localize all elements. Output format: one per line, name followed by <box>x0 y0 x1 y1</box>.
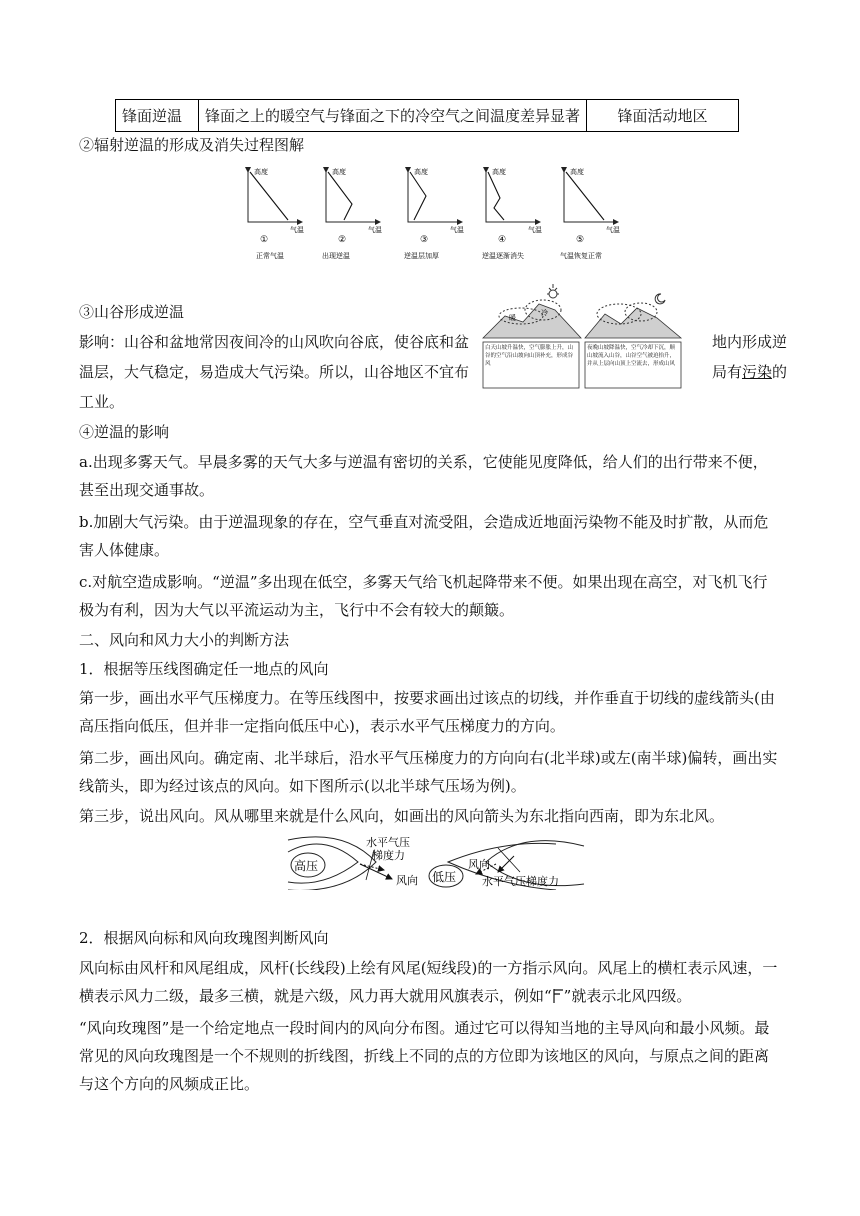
table-row <box>116 100 739 132</box>
effect-b: b.加剧大气污染。由于逆温现象的存在，空气垂直对流受阻，会造成近地面污染物不能及时扩散，从而危害人体健康。 <box>79 513 769 559</box>
inversion-panel-2 <box>322 167 382 260</box>
warm-label: 暖 <box>509 314 516 322</box>
temperature-profile-line <box>488 172 504 220</box>
panel-caption: 出现逆温 <box>322 252 350 260</box>
valley-text-1b: 地内形成逆 <box>711 333 787 351</box>
word-de: 的 <box>771 363 787 381</box>
word-ju-you: 局有 <box>711 363 742 381</box>
y-axis-label: 高度 <box>332 168 346 176</box>
wind-vane-text-end: ”就表示北风四级。 <box>563 987 692 1005</box>
pgf-label-left-b: 梯度力 <box>372 849 405 862</box>
radiation-inversion-diagram <box>240 162 630 270</box>
section2-heading: 二、风向和风力大小的判断方法 <box>79 631 290 649</box>
inversion-panel-4 <box>482 167 542 260</box>
panel-axes <box>326 170 378 222</box>
wind-vane-text: 风向标由风杆和风尾组成，风杆(长线段)上绘有风尾(短线段)的一方指示风向。风尾上的横杠表示风速，一横表示风力二级，最多三横，就是六级，风力再大就用风旗表示，例如“ <box>79 959 778 1005</box>
panel-caption: 气温恢复正常 <box>560 252 602 260</box>
panel-number: ③ <box>420 235 429 245</box>
temperature-profile-line <box>328 172 352 220</box>
frontal-inversion-table <box>115 99 739 132</box>
panel-caption: 逆温层加厚 <box>404 252 439 260</box>
inversion-panel-3 <box>404 167 464 260</box>
wind-label-left: 风向 <box>396 874 418 887</box>
wind-vane-paragraph <box>79 954 779 1010</box>
valley-caption-night: 夜晚山坡降温快，空气冷却下沉，顺山坡流入山谷，山谷空气被迫抬升，并从上层向山顶上空流去，形成山风 <box>587 345 676 367</box>
valley-text-3: 工业。 <box>79 393 125 411</box>
panel-caption: 逆温逐渐消失 <box>482 252 524 260</box>
step-3: 第三步，说出风向。风从哪里来就是什么风向，如画出的风向箭头为东北指向西南，即为东北风。 <box>79 807 725 825</box>
step-1: 第一步，画出水平气压梯度力。在等压线图中，按要求画出过该点的切线，并作垂直于切线的虚线箭头(由高压指向低压，但并非一定指向低压中心)，表示水平气压梯度力的方向。 <box>79 689 775 735</box>
table-cell-region: 锋面活动地区 <box>587 100 739 132</box>
wind-label-right: 风向 <box>468 858 490 871</box>
pgf-label-right: 水平气压梯度力 <box>482 875 559 888</box>
isobar-wind-figure <box>286 834 586 894</box>
x-axis-label: 气温 <box>368 226 382 234</box>
temperature-profile-line <box>566 172 604 220</box>
cold-label: 冷 <box>541 309 548 317</box>
valley-caption-day: 白天山坡升温快，空气膨胀上升，山谷的空气沿山坡向山顶补充，形成谷风 <box>485 345 574 367</box>
inversion-panel-5 <box>560 167 620 260</box>
effect-a: a.出现多雾天气。早晨多雾的天气大多与逆温有密切的关系，它使能见度降低，给人们的出行带来不便，甚至出现交通事故。 <box>79 453 768 499</box>
y-axis-label: 高度 <box>414 168 428 176</box>
panel-number: ⑤ <box>576 235 585 245</box>
table-cell-cause: 锋面之上的暖空气与锋面之下的冷空气之间温度差异显著 <box>199 100 587 132</box>
panel-axes <box>564 170 616 222</box>
inversion-panel-1 <box>248 167 304 260</box>
wind-barb-icon <box>552 987 564 1003</box>
x-axis-label: 气温 <box>606 226 620 234</box>
panel-axes <box>408 170 460 222</box>
panel-number: ④ <box>498 235 507 245</box>
underlined-pollution: 污染 <box>741 363 772 381</box>
x-axis-label: 气温 <box>450 226 464 234</box>
wind-rose-paragraph: “风向玫瑰图”是一个给定地点一段时间内的风向分布图。通过它可以得知当地的主导风向和最小风频。最常见的风向玫瑰图是一个不规则的折线图，折线上不同的点的方位即为该地区的风向，与原点之间的距离与这个方向的风频成正比。 <box>79 1019 770 1093</box>
temperature-profile-line <box>250 172 288 220</box>
high-pressure-label: 高压 <box>294 859 319 873</box>
panel-number: ② <box>338 235 347 245</box>
panel-axes <box>248 170 300 222</box>
subheading-1: 1．根据等压线图确定任一地点的风向 <box>79 660 329 678</box>
subheading-2: 2．根据风向标和风向玫瑰图判断风向 <box>79 929 329 947</box>
panel-axes <box>486 170 538 222</box>
y-axis-label: 高度 <box>254 168 268 176</box>
effect-c: c.对航空造成影响。“逆温”多出现在低空，多雾天气给飞机起降带来不便。如果出现在高空，对飞机飞行极为有利，因为大气以平流运动为主，飞行中不会有较大的颠簸。 <box>79 573 768 619</box>
valley-wind-figure <box>481 282 685 394</box>
valley-text-2: 温层，大气稳定，易造成大气污染。所以，山谷地区不宜布 <box>79 363 470 381</box>
x-axis-label: 气温 <box>528 226 542 234</box>
step-2: 第二步，画出风向。确定南、北半球后，沿水平气压梯度力的方向向右(北半球)或左(南半球)偏转，画出实线箭头，即为经过该点的风向。如下图所示(以北半球气压场为例)。 <box>79 749 778 795</box>
radiation-heading: ②辐射逆温的形成及消失过程图解 <box>79 136 305 154</box>
x-axis-label: 气温 <box>290 226 304 234</box>
y-axis-label: 高度 <box>570 168 584 176</box>
effects-heading: ④逆温的影响 <box>79 423 170 441</box>
valley-text-1: 影响：山谷和盆地常因夜间冷的山风吹向谷底，使谷底和盆 <box>79 333 470 351</box>
low-pressure-label: 低压 <box>432 870 457 884</box>
temperature-profile-line <box>410 172 426 220</box>
valley-text-2b <box>697 358 787 386</box>
valley-heading: ③山谷形成逆温 <box>79 303 185 321</box>
pgf-label-left-a: 水平气压 <box>366 836 410 849</box>
table-cell-type: 锋面逆温 <box>116 100 199 132</box>
panel-caption: 正常气温 <box>256 252 284 260</box>
panel-number: ① <box>260 235 269 245</box>
y-axis-label: 高度 <box>492 168 506 176</box>
